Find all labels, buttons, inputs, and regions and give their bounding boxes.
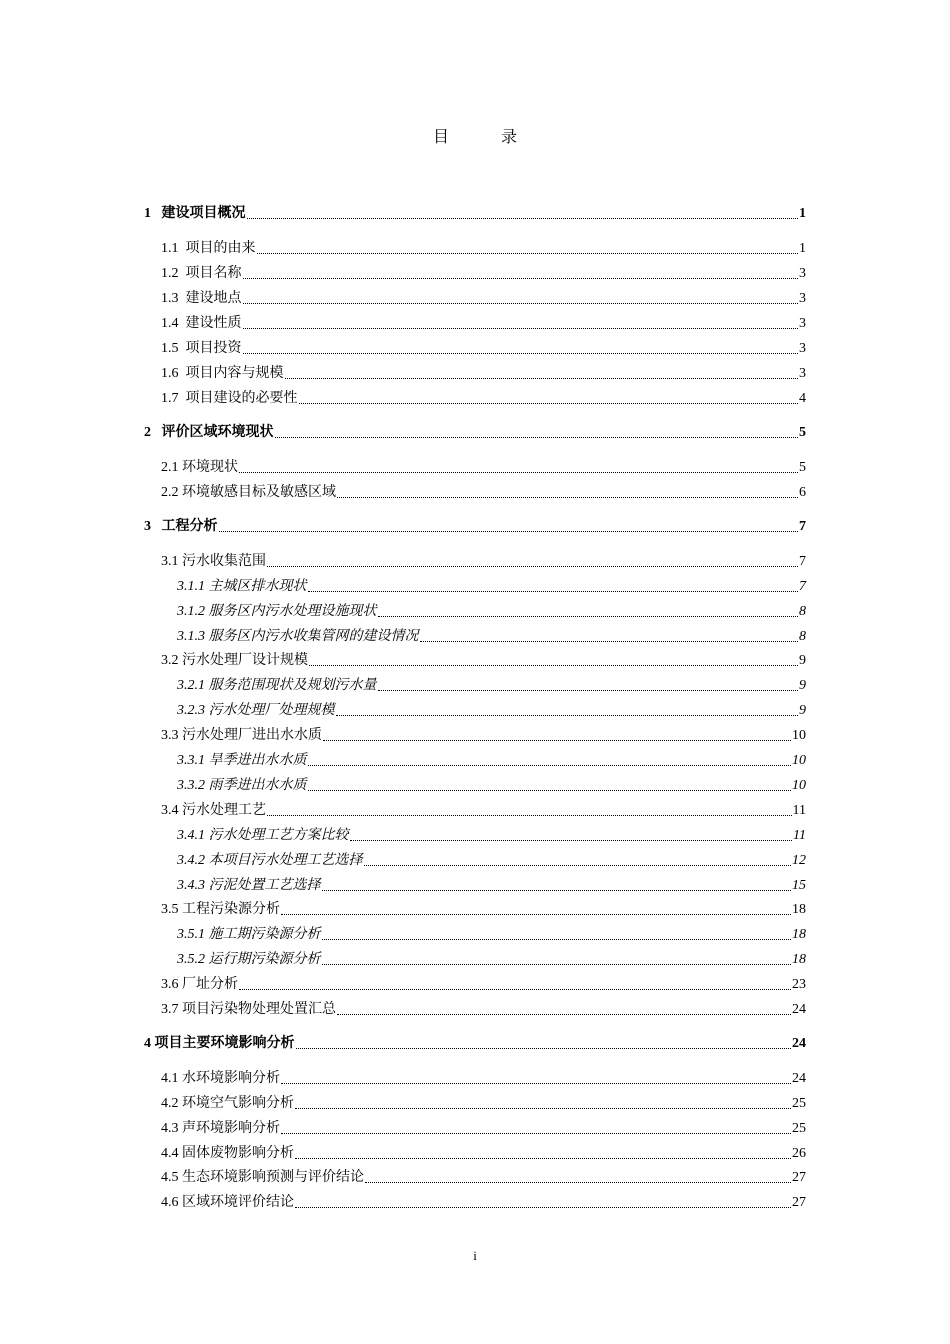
toc-entry-level-2[interactable]: [161, 364, 806, 384]
toc-entry-level-2[interactable]: [161, 389, 806, 409]
toc-entry-number: 3.3.2: [177, 778, 205, 793]
toc-entry-page: 10: [792, 753, 806, 768]
toc-entry-text: 项目的由来: [185, 241, 256, 256]
toc-entry-page: 18: [792, 902, 806, 917]
toc-entry-label: [161, 1193, 294, 1213]
toc-entry-text: 环境现状: [182, 460, 238, 475]
toc-entry-level-2[interactable]: [161, 1119, 806, 1139]
toc-entry-text: 环境空气影响分析: [182, 1096, 294, 1111]
toc-entry-label: [177, 751, 307, 771]
toc-entry-number: 3.4.1: [177, 828, 205, 843]
toc-entry-page: 9: [799, 678, 806, 693]
toc-dot-leader: [239, 975, 791, 990]
toc-entry-number: 2.1: [161, 460, 179, 475]
toc-entry-number: 1.6: [161, 366, 179, 381]
toc-entry-number: 2: [144, 425, 151, 440]
toc-dot-leader: [295, 1144, 791, 1159]
toc-entry-page: 24: [792, 1002, 806, 1017]
toc-entry-text: 旱季进出水水质: [208, 753, 307, 768]
toc-dot-leader: [239, 458, 798, 473]
toc-entry-label: [144, 204, 246, 224]
toc-dot-leader: [219, 517, 799, 532]
toc-entry-page: 3: [799, 366, 806, 381]
toc-entry-page: 3: [799, 266, 806, 281]
toc-dot-leader: [281, 900, 791, 915]
toc-entry-label: [161, 483, 336, 503]
toc-entry-label: [161, 264, 242, 284]
toc-entry-label: [177, 577, 307, 597]
toc-entry-page: 27: [792, 1170, 806, 1185]
toc-entry-page: 3: [799, 341, 806, 356]
toc-entry-number: 4: [144, 1036, 151, 1051]
toc-entry-number: 4.4: [161, 1146, 179, 1161]
toc-entry-label: [144, 1034, 295, 1054]
toc-entry-label: [161, 458, 238, 478]
toc-entry-level-3[interactable]: [177, 826, 806, 846]
toc-entry-text: 污泥处置工艺选择: [208, 878, 321, 893]
toc-entry-number: 1.4: [161, 316, 179, 331]
toc-entry-page: 5: [799, 425, 806, 440]
toc-entry-text: 服务区内污水收集管网的建设情况: [208, 629, 419, 644]
toc-entry-level-2[interactable]: [161, 314, 806, 334]
toc-dot-leader: [243, 264, 799, 279]
toc-entry-text: 运行期污染源分析: [208, 952, 321, 967]
toc-entry-level-2[interactable]: [161, 552, 806, 572]
toc-entry-page: 25: [792, 1121, 806, 1136]
toc-entry-level-2[interactable]: [161, 651, 806, 671]
toc-entry-level-1[interactable]: [144, 423, 806, 443]
toc-entry-number: 3.5: [161, 902, 179, 917]
toc-entry-text: 厂址分析: [182, 977, 238, 992]
toc-entry-label: [177, 851, 363, 871]
toc-entry-number: 3.5.1: [177, 927, 205, 942]
toc-entry-text: 工程污染源分析: [182, 902, 280, 917]
toc-entry-number: 1.2: [161, 266, 179, 281]
toc-entry-label: [161, 975, 238, 995]
toc-entry-page: 24: [792, 1036, 806, 1051]
toc-entry-text: 建设项目概况: [161, 206, 246, 221]
toc-entry-page: 24: [792, 1071, 806, 1086]
toc-entry-level-2[interactable]: [161, 289, 806, 309]
toc-dot-leader: [243, 289, 799, 304]
toc-dot-leader: [323, 726, 791, 741]
toc-entry-level-2[interactable]: [161, 458, 806, 478]
toc-dot-leader: [337, 1000, 791, 1015]
toc-entry-level-1[interactable]: [144, 1034, 806, 1054]
toc-entry-level-3[interactable]: [177, 876, 806, 896]
toc-entry-label: [177, 925, 321, 945]
toc-entry-text: 项目主要环境影响分析: [154, 1036, 295, 1051]
toc-entry-level-3[interactable]: [177, 776, 806, 796]
toc-entry-level-2[interactable]: [161, 1144, 806, 1164]
toc-entry-page: 12: [792, 853, 806, 868]
toc-entry-number: 3.7: [161, 1002, 179, 1017]
toc-dot-leader: [365, 1168, 791, 1183]
toc-entry-level-1[interactable]: [144, 517, 806, 537]
toc-entry-number: 3: [144, 519, 151, 534]
toc-entry-label: [177, 627, 419, 647]
toc-dot-leader: [247, 204, 799, 219]
toc-entry-level-2[interactable]: [161, 726, 806, 746]
toc-entry-label: [177, 602, 377, 622]
toc-entry-text: 项目污染物处理处置汇总: [182, 1002, 336, 1017]
toc-entry-number: 3.6: [161, 977, 179, 992]
toc-dot-leader: [308, 776, 792, 791]
toc-dot-leader: [308, 751, 792, 766]
toc-dot-leader: [309, 651, 798, 666]
toc-entry-label: [161, 239, 256, 259]
toc-entry-page: 7: [799, 519, 806, 534]
toc-dot-leader: [322, 925, 792, 940]
toc-entry-label: [177, 701, 335, 721]
toc-entry-label: [161, 552, 266, 572]
toc-dot-leader: [350, 826, 793, 841]
toc-dot-leader: [243, 314, 799, 329]
page-title: 目 录: [432, 129, 535, 146]
toc-entry-number: 1.1: [161, 241, 179, 256]
toc-entry-text: 环境敏感目标及敏感区域: [182, 485, 336, 500]
toc-entry-level-3[interactable]: [177, 851, 806, 871]
toc-entry-page: 8: [799, 629, 806, 644]
toc-entry-label: [161, 900, 280, 920]
toc-entry-level-3[interactable]: [177, 676, 806, 696]
toc-entry-page: 27: [792, 1195, 806, 1210]
toc-entry-text: 生态环境影响预测与评价结论: [182, 1170, 364, 1185]
toc-dot-leader: [336, 701, 799, 716]
toc-entry-level-3[interactable]: [177, 925, 806, 945]
toc-entry-page: 1: [799, 206, 806, 221]
toc-entry-label: [144, 423, 274, 443]
toc-entry-text: 服务范围现状及规划污水量: [208, 678, 377, 693]
toc-entry-page: 10: [792, 728, 806, 743]
toc-entry-level-2[interactable]: [161, 1193, 806, 1213]
toc-entry-text: 建设地点: [185, 291, 242, 306]
toc-dot-leader: [337, 483, 798, 498]
toc-entry-level-2[interactable]: [161, 900, 806, 920]
toc-entry-number: 3.4: [161, 803, 179, 818]
toc-entry-page: 3: [799, 316, 806, 331]
toc-entry-number: 1.3: [161, 291, 179, 306]
toc-entry-text: 固体废物影响分析: [182, 1146, 294, 1161]
toc-entry-level-2[interactable]: [161, 264, 806, 284]
toc-entry-label: [161, 1168, 364, 1188]
toc-entry-page: 10: [792, 778, 806, 793]
toc-entry-label: [161, 339, 242, 359]
toc-entry-text: 项目投资: [185, 341, 242, 356]
toc-entry-number: 4.6: [161, 1195, 179, 1210]
toc-entry-text: 服务区内污水处理设施现状: [208, 604, 377, 619]
toc-entry-level-2[interactable]: [161, 801, 806, 821]
toc-dot-leader: [257, 239, 799, 254]
toc-dot-leader: [308, 577, 799, 592]
toc-dot-leader: [285, 364, 799, 379]
toc-entry-page: 1: [799, 241, 806, 256]
toc-dot-leader: [296, 1034, 792, 1049]
toc-entry-number: 3.4.2: [177, 853, 205, 868]
toc-entry-level-1[interactable]: [144, 204, 806, 224]
toc-entry-text: 污水收集范围: [182, 554, 266, 569]
toc-entry-text: 区域环境评价结论: [182, 1195, 294, 1210]
toc-entry-number: 3.2: [161, 653, 179, 668]
toc-entry-number: 4.2: [161, 1096, 179, 1111]
toc-entry-text: 污水处理工艺: [182, 803, 266, 818]
toc-entry-text: 建设性质: [185, 316, 242, 331]
toc-entry-number: 4.3: [161, 1121, 179, 1136]
toc-entry-number: 3.1: [161, 554, 179, 569]
toc-entry-text: 主城区排水现状: [208, 579, 307, 594]
toc-entry-page: 18: [792, 952, 806, 967]
toc-entry-label: [161, 801, 266, 821]
toc-entry-page: 7: [799, 579, 806, 594]
toc-entry-page: 4: [799, 391, 806, 406]
toc-entry-number: 4.1: [161, 1071, 179, 1086]
toc-entry-page: 26: [792, 1146, 806, 1161]
toc-dot-leader: [267, 552, 798, 567]
toc-entry-text: 污水处理厂设计规模: [182, 653, 308, 668]
toc-entry-label: [144, 517, 218, 537]
toc-entry-level-2[interactable]: [161, 1000, 806, 1020]
toc-dot-leader: [420, 627, 799, 642]
toc-entry-text: 项目名称: [185, 266, 242, 281]
toc-dot-leader: [267, 801, 792, 816]
toc-dot-leader: [378, 676, 799, 691]
toc-entry-label: [161, 314, 242, 334]
toc-entry-label: [177, 876, 321, 896]
toc-entry-label: [161, 364, 284, 384]
toc-entry-number: 1.7: [161, 391, 179, 406]
toc-entry-label: [177, 950, 321, 970]
toc-dot-leader: [275, 423, 799, 438]
toc-dot-leader: [295, 1094, 791, 1109]
toc-entry-number: 3.1.1: [177, 579, 205, 594]
toc-entry-number: 2.2: [161, 485, 179, 500]
toc-entry-level-3[interactable]: [177, 627, 806, 647]
toc-entry-page: 25: [792, 1096, 806, 1111]
toc-dot-leader: [295, 1193, 791, 1208]
toc-entry-label: [177, 826, 349, 846]
toc-dot-leader: [364, 851, 792, 866]
toc-dot-leader: [281, 1069, 791, 1084]
toc-entry-text: 施工期污染源分析: [208, 927, 321, 942]
toc-entry-level-2[interactable]: [161, 1168, 806, 1188]
toc-entry-text: 评价区域环境现状: [161, 425, 274, 440]
toc-entry-level-3[interactable]: [177, 577, 806, 597]
toc-entry-number: 3.3: [161, 728, 179, 743]
toc-entry-page: 23: [792, 977, 806, 992]
toc-entry-text: 项目内容与规模: [185, 366, 284, 381]
toc-entry-label: [161, 289, 242, 309]
toc-entry-page: 8: [799, 604, 806, 619]
toc-entry-number: 3.2.1: [177, 678, 205, 693]
toc-entry-level-3[interactable]: [177, 950, 806, 970]
toc-entry-page: 6: [799, 485, 806, 500]
toc-entry-label: [177, 676, 377, 696]
toc-entry-page: 9: [799, 653, 806, 668]
toc-entry-label: [161, 389, 298, 409]
toc-entry-label: [161, 1144, 294, 1164]
toc-entry-level-2[interactable]: [161, 1094, 806, 1114]
toc-dot-leader: [299, 389, 799, 404]
toc-entry-level-2[interactable]: [161, 975, 806, 995]
toc-entry-label: [161, 1094, 294, 1114]
toc-dot-leader: [378, 602, 799, 617]
toc-entry-page: 11: [793, 828, 806, 843]
toc-entry-number: 3.2.3: [177, 703, 205, 718]
toc-entry-text: 污水处理工艺方案比较: [208, 828, 349, 843]
page-number: i: [473, 1248, 477, 1263]
toc-entry-number: 3.1.3: [177, 629, 205, 644]
toc-entry-label: [161, 1000, 336, 1020]
toc-entry-level-2[interactable]: [161, 239, 806, 259]
toc-entry-page: 15: [792, 878, 806, 893]
toc-entry-level-3[interactable]: [177, 602, 806, 622]
toc-entry-level-3[interactable]: [177, 701, 806, 721]
toc-entry-text: 项目建设的必要性: [185, 391, 298, 406]
toc-entry-text: 污水处理厂进出水水质: [182, 728, 322, 743]
toc-entry-page: 5: [799, 460, 806, 475]
toc-entry-page: 3: [799, 291, 806, 306]
toc-entry-text: 声环境影响分析: [182, 1121, 280, 1136]
toc-entry-page: 18: [792, 927, 806, 942]
toc-entry-number: 3.4.3: [177, 878, 205, 893]
toc-entry-label: [161, 726, 322, 746]
toc-entry-level-2[interactable]: [161, 1069, 806, 1089]
toc-entry-text: 污水处理厂处理规模: [208, 703, 335, 718]
toc-entry-number: 1.5: [161, 341, 179, 356]
toc-entry-number: 3.3.1: [177, 753, 205, 768]
toc-entry-page: 9: [799, 703, 806, 718]
toc-entry-number: 3.5.2: [177, 952, 205, 967]
toc-entry-label: [161, 651, 308, 671]
toc-entry-text: 水环境影响分析: [182, 1071, 280, 1086]
toc-dot-leader: [243, 339, 799, 354]
toc-entry-page: 7: [799, 554, 806, 569]
toc-entry-text: 本项目污水处理工艺选择: [208, 853, 363, 868]
toc-entry-text: 工程分析: [161, 519, 218, 534]
toc-entry-number: 4.5: [161, 1170, 179, 1185]
toc-entry-page: 11: [792, 803, 806, 818]
toc-dot-leader: [322, 876, 792, 891]
toc-entry-number: 3.1.2: [177, 604, 205, 619]
toc-entry-label: [161, 1069, 280, 1089]
toc-entry-number: 1: [144, 206, 151, 221]
toc-entry-level-3[interactable]: [177, 751, 806, 771]
toc-entry-label: [177, 776, 307, 796]
toc-entry-level-2[interactable]: [161, 483, 806, 503]
toc-entry-level-2[interactable]: [161, 339, 806, 359]
toc-entry-text: 雨季进出水水质: [208, 778, 307, 793]
toc-entry-label: [161, 1119, 280, 1139]
toc-dot-leader: [322, 950, 792, 965]
toc-dot-leader: [281, 1119, 791, 1134]
